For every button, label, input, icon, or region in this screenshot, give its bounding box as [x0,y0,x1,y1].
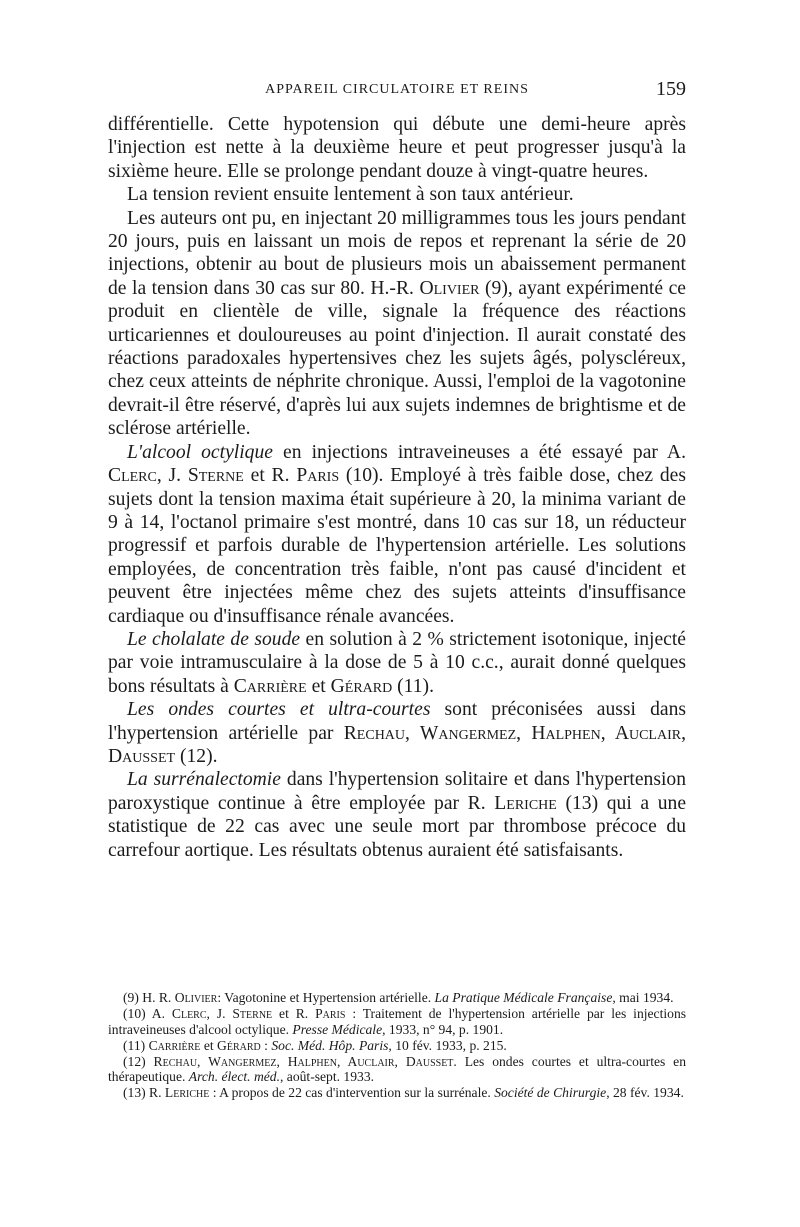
paragraph-3: Les auteurs ont pu, en injectant 20 milligrammes tous les jours pendant 20 jours, puis en laissant un mois de repos et reprenant la série de 20 injections, obtenir au bout de plusieurs mois un abaissement permanent de la tension dans 30 cas sur 80. H.-R. Olivier (9), ayant expérimenté ce produit en clientèle de ville, signale la fréquence des réactions urticariennes et douloureuses au point d'injection. Il aurait constaté des réactions paradoxales hypertensives chez les sujets âgés, polyscléreux, chez ceux atteints de néphrite chronique. Aussi, l'emploi de la vagotonine devrait-il être réservé, d'après lui aux sujets indemnes de brightisme et de sclérose artérielle. [108,207,686,440]
footnote-13: (13) R. Leriche : A propos de 22 cas d'intervention sur la surrénale. Société de Chirurgie, 28 fév. 1934. [123,1085,684,1100]
footnote-10: (10) A. Clerc, J. Sterne et R. Paris : Traitement de l'hypertension artérielle par les injections intraveineuses d'alcool octylique. Presse Médicale, 1933, n° 94, p. 1901. [108,1006,687,1037]
paragraph-1: différentielle. Cette hypotension qui débute une demi-heure après l'injection est nette à la deuxième heure et peut progresser jusqu'à la sixième heure. Elle se prolonge pendant douze à vingt-quatre heures. [108,114,686,182]
footnote-12: (12) Rechau, Wangermez, Halphen, Auclair, Dausset. Les ondes courtes et ultra-courtes en thérapeutique. Arch. élect. méd., août-sept. 1933. [108,1053,686,1084]
footnote-9: (9) H. R. Olivier: Vagotonine et Hypertension artérielle. La Pratique Médicale Française, mai 1934. [123,990,674,1005]
term-surrenalectomie: La surrénalectomie [127,769,281,791]
author-carriere: Carrière [233,675,307,697]
author-olivier: Olivier [419,277,480,299]
running-head-title: APPAREIL CIRCULATOIRE ET REINS [265,82,529,97]
author-gerard: Gérard [330,675,393,697]
paragraph-4: L'alcool octylique en injections intraveineuses a été essayé par A. Clerc, J. Sterne et R. Paris (10). Employé à très faible dose, chez des sujets dont la tension maxima était supérieure à 20, la minima variant de 9 à 14, l'octanol primaire s'est montré, dans 10 cas sur 18, un réducteur progressif et parfois durable de l'hypertension artérielle. Les solutions employées, de concentration très faible, n'ont pas causé d'incident et peuvent être injectées même chez des sujets atteints d'insuffisance cardiaque ou d'insuffisance rénale avancées. [108,441,686,627]
term-ondes-courtes: Les ondes courtes et ultra-courtes [127,699,431,721]
page-number: 159 [656,78,686,100]
paragraph-2: La tension revient ensuite lentement à son taux antérieur. [127,184,574,206]
term-alcool-octylique: L'alcool octylique [127,441,273,463]
author-clerc: Clerc [108,465,157,487]
footnotes [108,990,686,1101]
paragraph-5: Le cholalate de soude en solution à 2 % strictement isotonique, injecté par voie intramusculaire à la dose de 5 à 10 c.c., aurait donné quelques bons résultats à Carrière et Gérard (11). [108,628,686,697]
paragraph-7: La surrénalectomie dans l'hypertension solitaire et dans l'hypertension paroxystique continue à être employée par R. Leriche (13) qui a une statistique de 22 cas avec une seule mort par thrombose précoce du carrefour aortique. Les résultats obtenus auraient été satisfaisants. [108,769,687,861]
body-text [108,113,686,862]
author-leriche: Leriche [494,792,557,814]
author-paris: Paris [296,465,340,487]
running-head [108,78,686,102]
footnote-11: (11) Carrière et Gérard : Soc. Méd. Hôp. Paris, 10 fév. 1933, p. 215. [123,1037,507,1053]
term-cholalate: Le cholalate de soude [127,628,301,650]
author-sterne: Sterne [187,465,244,487]
authors-ondes: Rechau, Wangermez, Halphen, Auclair, Dausset [108,722,686,767]
paragraph-6: Les ondes courtes et ultra-courtes sont préconisées aussi dans l'hypertension artérielle par Rechau, Wangermez, Halphen, Auclair, Dausset (12). [108,699,686,767]
